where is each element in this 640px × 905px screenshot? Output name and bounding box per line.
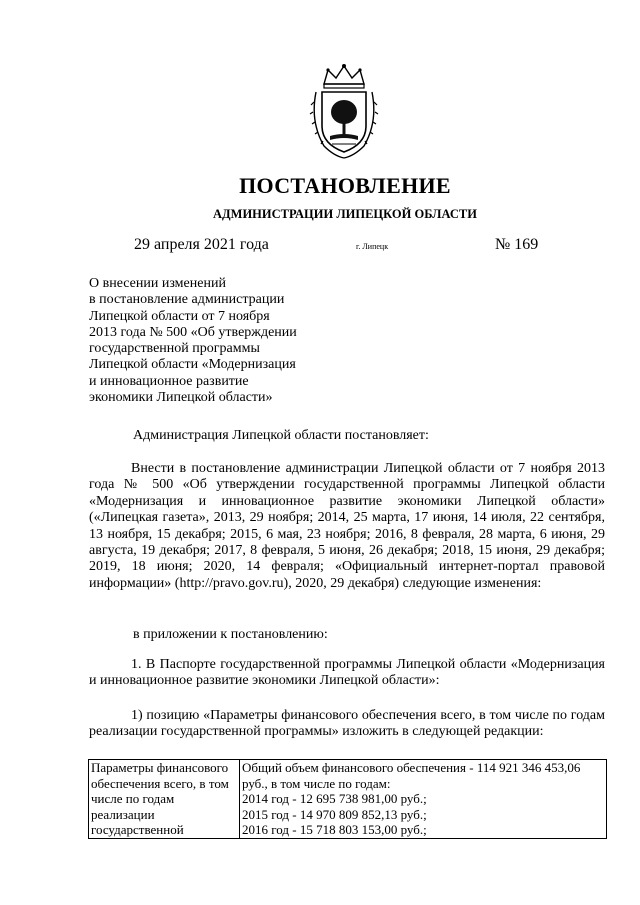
lipetsk-coat-of-arms-icon bbox=[308, 62, 380, 162]
document-city: г. Липецк bbox=[356, 242, 389, 251]
item-1: 1. В Паспорте государственной программы Липецкой области «Модернизация и инновационное развитие экономики Липецкой области»: bbox=[89, 657, 605, 689]
table-cell-value bbox=[240, 760, 607, 839]
main-paragraph: Внести в постановление администрации Липецкой области от 7 ноября 2013 года № 500 «Об утверждении государственной программы Липецкой области «Модернизация и инновационное развитие экономики Липецкой области» («Липецкая газета», 2013, 29 ноября; 2014, 25 марта, 17 июня, 14 июля, 22 сентября, 13 ноября, 15 декабря; 2015, 6 мая, 23 ноября; 2016, 8 февраля, 28 марта, 6 июня, 29 августа, 19 декабря; 2017, 8 февраля, 5 июня, 26 декабря; 2018, 15 июня, 29 декабря; 2019, 18 июня; 2020, 14 февраля; «Официальный интернет-портал правовой информации» (http://pravo.gov.ru), 2020, 29 декабря) следующие изменения: bbox=[89, 461, 605, 591]
subject-line: О внесении изменений bbox=[89, 276, 226, 291]
document-subject bbox=[89, 276, 339, 406]
subject-line: и инновационное развитие bbox=[89, 373, 249, 389]
label-line: обеспечения всего, в том bbox=[91, 775, 229, 791]
preamble: Администрация Липецкой области постановляет: bbox=[133, 428, 429, 443]
subject-line: Липецкой области от 7 ноября bbox=[89, 308, 270, 324]
subject-line: Липецкой области «Модернизация bbox=[89, 357, 296, 373]
annex-heading: в приложении к постановлению: bbox=[133, 627, 328, 642]
item-1-1: 1) позицию «Параметры финансового обеспечения всего, в том числе по годам реализации государственной программы» изложить в следующей редакции: bbox=[89, 708, 605, 739]
label-line: государственной bbox=[91, 822, 184, 837]
subject-line: экономики Липецкой области» bbox=[89, 390, 273, 406]
label-line: реализации bbox=[91, 806, 155, 822]
label-line: Параметры финансового bbox=[91, 760, 229, 775]
document-number: № 169 bbox=[495, 236, 539, 253]
document-title: ПОСТАНОВЛЕНИЕ bbox=[239, 173, 451, 198]
label-line: числе по годам bbox=[91, 791, 175, 806]
value-line: руб., в том числе по годам: bbox=[242, 775, 391, 791]
value-line: 2015 год - 14 970 809 852,13 руб.; bbox=[242, 806, 427, 822]
table-row bbox=[89, 760, 607, 839]
issuer-subtitle: АДМИНИСТРАЦИИ ЛИПЕЦКОЙ ОБЛАСТИ bbox=[213, 207, 477, 221]
subject-line: государственной программы bbox=[89, 341, 260, 357]
value-line: 2016 год - 15 718 803 153,00 руб.; bbox=[242, 822, 427, 837]
value-line: 2014 год - 12 695 738 981,00 руб.; bbox=[242, 791, 427, 806]
table-cell-label bbox=[89, 760, 240, 839]
document-date: 29 апреля 2021 года bbox=[134, 236, 269, 253]
subject-line: в постановление администрации bbox=[89, 292, 285, 308]
subject-line: 2013 года № 500 «Об утверждении bbox=[89, 324, 297, 340]
financing-parameters-table bbox=[88, 759, 607, 839]
value-line: Общий объем финансового обеспечения - 114 921 346 453,06 bbox=[242, 760, 581, 775]
